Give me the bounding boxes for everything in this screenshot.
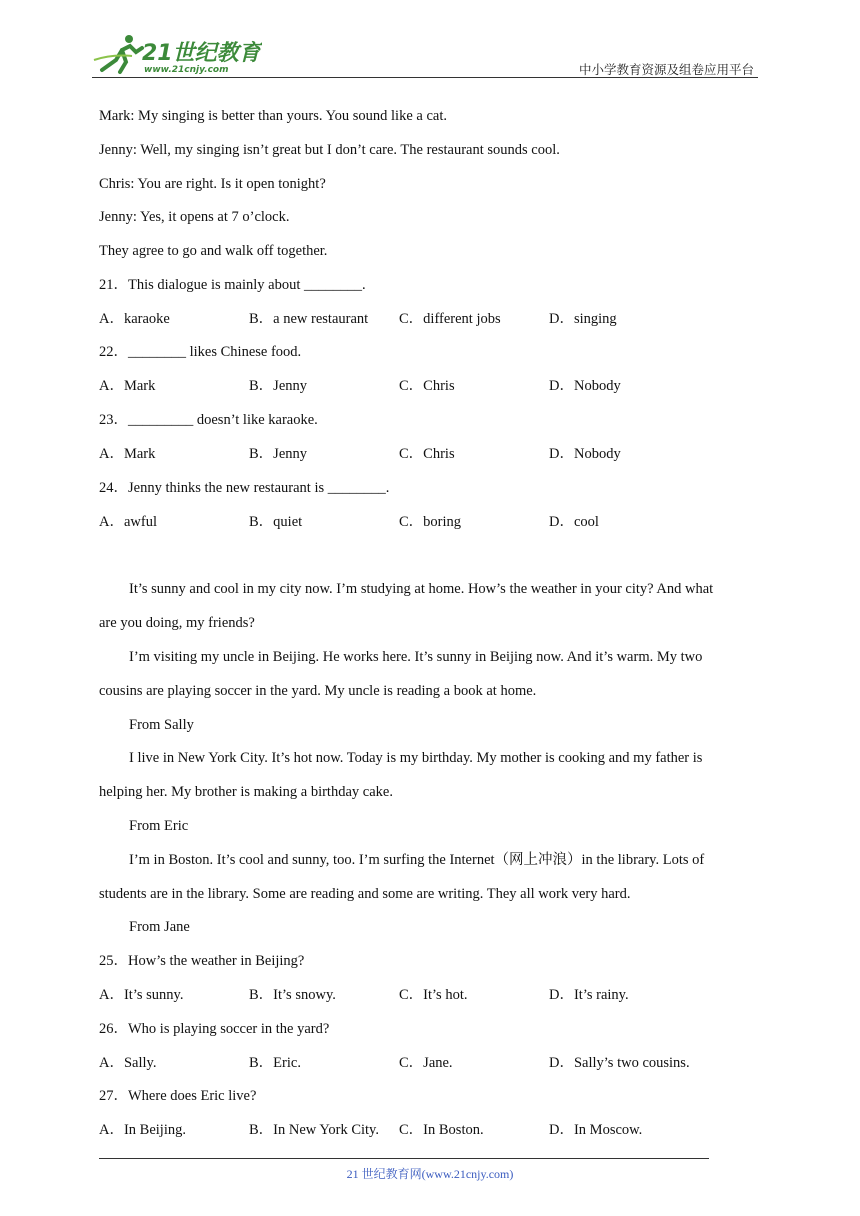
answer-option: B．a new restaurant	[249, 311, 369, 327]
answer-option: C．boring	[399, 514, 462, 530]
answer-option: C．In Boston.	[399, 1122, 484, 1138]
answer-option: D．cool	[549, 514, 599, 530]
answer-option: C．Chris	[399, 446, 455, 462]
answer-option: C．Jane.	[399, 1055, 453, 1071]
answer-option: A．awful	[99, 514, 157, 530]
passage-line: are you doing, my friends?	[99, 615, 255, 631]
answer-option: D．It’s rainy.	[549, 987, 629, 1003]
answer-option: B．quiet	[249, 514, 303, 530]
dialogue-line: Jenny: Well, my singing isn’t great but I don’t care. The restaurant sounds cool.	[99, 142, 560, 158]
dialogue-line: Mark: My singing is better than yours. You sound like a cat.	[99, 108, 447, 124]
answer-option: B．It’s snowy.	[249, 987, 336, 1003]
page-header	[92, 30, 758, 78]
answer-option: B．Jenny	[249, 378, 307, 394]
passage-signature: From Eric	[129, 818, 189, 834]
answer-option: A．Mark	[99, 446, 156, 462]
answer-option: A．In Beijing.	[99, 1122, 186, 1138]
answer-option: D．Nobody	[549, 446, 621, 462]
question-stem: 23．_________ doesn’t like karaoke.	[99, 412, 318, 428]
answer-option: A．Sally.	[99, 1055, 157, 1071]
passage-line: students are in the library. Some are reading and some are writing. They all work very hard.	[99, 886, 631, 902]
passage-line: I live in New York City. It’s hot now. Today is my birthday. My mother is cooking and my father is	[129, 750, 703, 766]
question-stem: 25．How’s the weather in Beijing?	[99, 953, 305, 969]
dialogue-line: They agree to go and walk off together.	[99, 243, 328, 259]
answer-option: D．In Moscow.	[549, 1122, 643, 1138]
answer-option: D．Sally’s two cousins.	[549, 1055, 690, 1071]
footer-divider	[99, 1158, 709, 1159]
answer-option: C．different jobs	[399, 311, 501, 327]
site-logo	[92, 30, 262, 76]
answer-option: C．Chris	[399, 378, 455, 394]
site-name: 中小学教育资源及组卷应用平台	[578, 63, 754, 77]
passage-line: helping her. My brother is making a birthday cake.	[99, 784, 393, 800]
passage-line: I’m visiting my uncle in Beijing. He works here. It’s sunny in Beijing now. And it’s warm. My two	[129, 649, 703, 665]
answer-option: A．It’s sunny.	[99, 987, 184, 1003]
answer-option: B．In New York City.	[249, 1122, 379, 1138]
passage-line: It’s sunny and cool in my city now. I’m studying at home. How’s the weather in your city? And what	[129, 581, 714, 597]
question-stem: 21．This dialogue is mainly about ________.	[99, 277, 366, 293]
svg-text:www.21cnjy.com: www.21cnjy.com	[144, 65, 229, 75]
answer-option: A．Mark	[99, 378, 156, 394]
dialogue-line: Jenny: Yes, it opens at 7 o’clock.	[99, 209, 290, 225]
answer-option: C．It’s hot.	[399, 987, 468, 1003]
svg-text:21世纪教育: 21世纪教育	[142, 41, 261, 66]
passage-line: cousins are playing soccer in the yard. My uncle is reading a book at home.	[99, 683, 537, 699]
question-stem: 22．________ likes Chinese food.	[99, 344, 302, 360]
passage-line: I’m in Boston. It’s cool and sunny, too. I’m surfing the Internet（网上冲浪）in the library. Lots of	[129, 852, 705, 868]
dialogue-line: Chris: You are right. Is it open tonight?	[99, 176, 326, 192]
answer-option: B．Eric.	[249, 1055, 301, 1071]
answer-option: B．Jenny	[249, 446, 307, 462]
question-stem: 24．Jenny thinks the new restaurant is ________.	[99, 480, 390, 496]
header-divider	[92, 77, 758, 78]
question-stem: 27．Where does Eric live?	[99, 1088, 257, 1104]
answer-option: D．singing	[549, 311, 617, 327]
question-stem: 26．Who is playing soccer in the yard?	[99, 1021, 330, 1037]
passage-signature: From Jane	[129, 919, 190, 935]
footer-link[interactable]: 21 世纪教育网(www.21cnjy.com)	[346, 1167, 514, 1181]
answer-option: D．Nobody	[549, 378, 621, 394]
answer-option: A．karaoke	[99, 311, 170, 327]
passage-signature: From Sally	[129, 717, 194, 733]
